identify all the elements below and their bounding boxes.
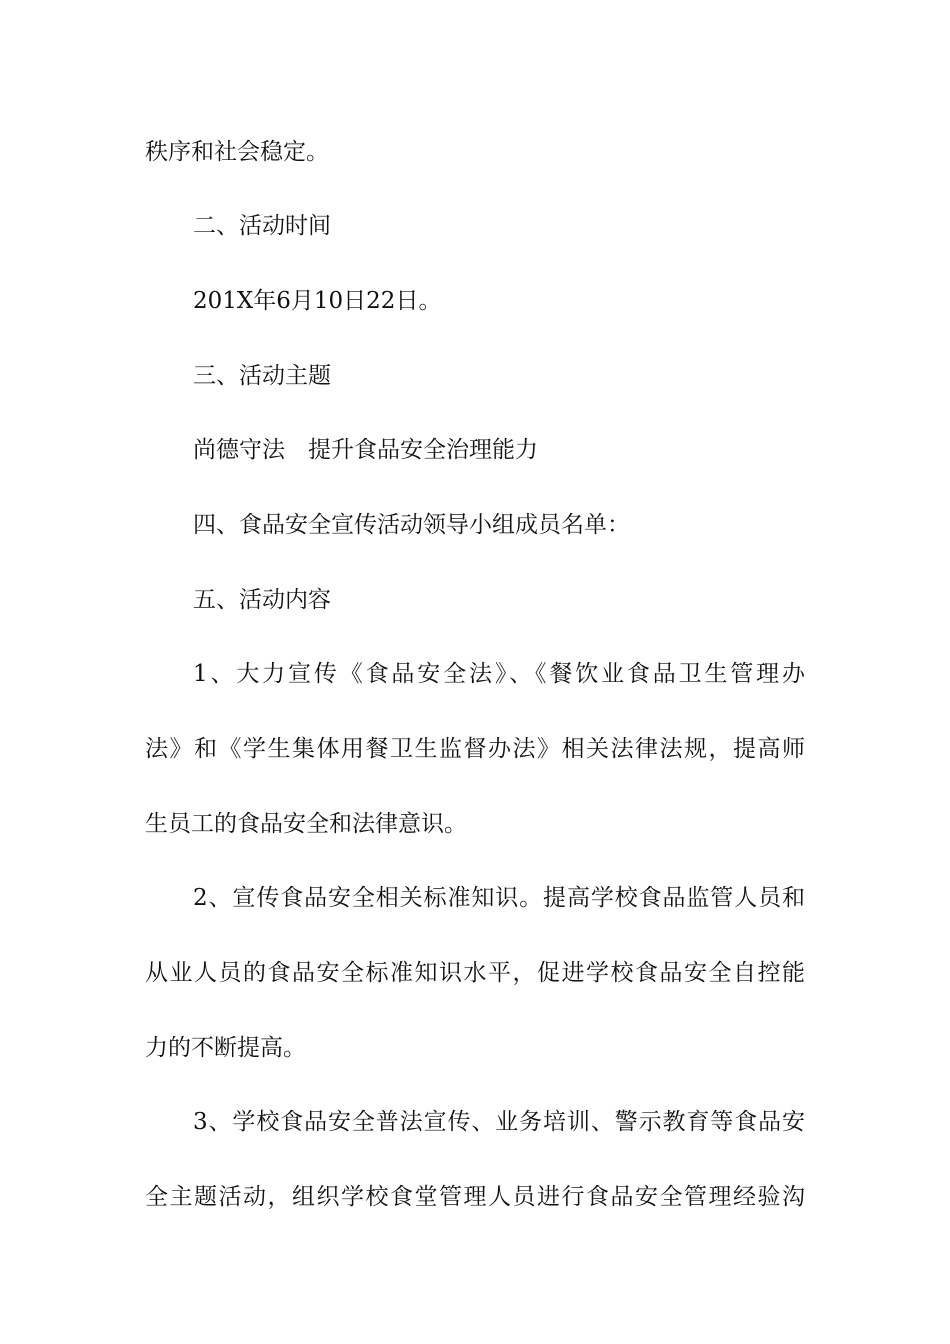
paragraph-line: 法》和《学生集体用餐卫生监督办法》相关法律法规，提高师 — [145, 736, 805, 762]
paragraph-line: 力的不断提高。 — [145, 1035, 306, 1061]
section-heading-time: 二、活动时间 — [193, 213, 331, 239]
paragraph-line: 从业人员的食品安全标准知识水平，促进学校食品安全自控能 — [145, 960, 805, 986]
paragraph-line: 尚德守法 提升食品安全治理能力 — [193, 437, 538, 463]
section-heading-theme: 三、活动主题 — [193, 363, 331, 389]
paragraph-line: 生员工的食品安全和法律意识。 — [145, 811, 467, 837]
section-heading-members: 四、食品安全宣传活动领导小组成员名单： — [193, 512, 630, 538]
paragraph-line: 1、大力宣传《食品安全法》、《餐饮业食品卫生管理办 — [193, 661, 805, 687]
section-heading-content: 五、活动内容 — [193, 587, 331, 613]
paragraph-line: 2、宣传食品安全相关标准知识。提高学校食品监管人员和 — [193, 885, 805, 911]
paragraph-line: 3、学校食品安全普法宣传、业务培训、警示教育等食品安 — [193, 1109, 805, 1135]
paragraph-line: 201X年6月10日22日。 — [193, 288, 442, 314]
paragraph-line: 秩序和社会稳定。 — [145, 139, 329, 165]
paragraph-line: 全主题活动，组织学校食堂管理人员进行食品安全管理经验沟 — [145, 1184, 805, 1210]
